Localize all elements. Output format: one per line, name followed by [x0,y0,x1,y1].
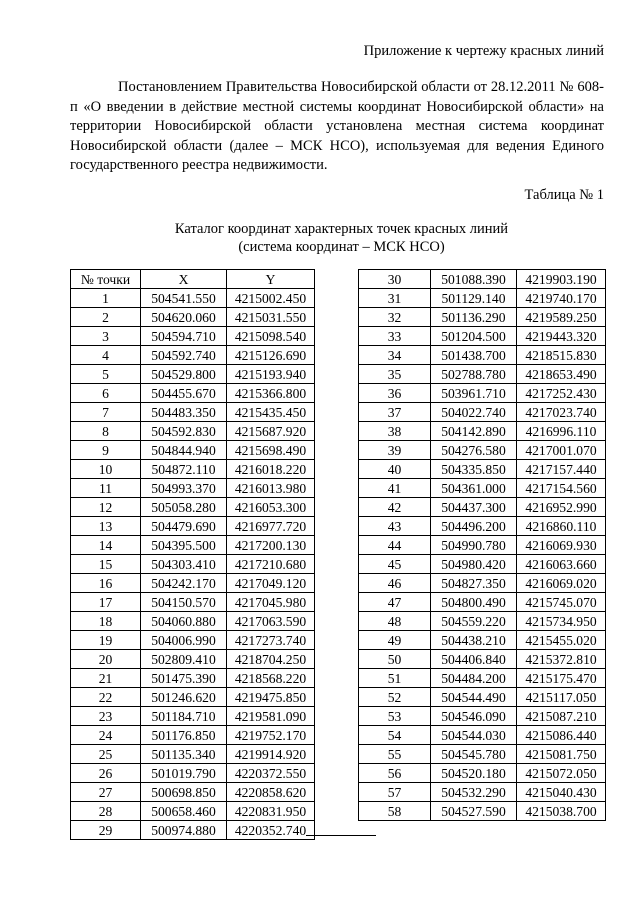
y-coordinate-cell: 4217001.070 [517,441,606,460]
x-coordinate-cell: 500974.880 [141,821,227,840]
x-coordinate-cell: 501135.340 [141,745,227,764]
y-coordinate-cell: 4219443.320 [517,327,606,346]
table-row [71,422,315,441]
y-coordinate-cell: 4217063.590 [227,612,315,631]
table-row [359,384,606,403]
x-coordinate-cell: 504303.410 [141,555,227,574]
point-number-cell: 11 [71,479,141,498]
x-coordinate-cell: 504006.990 [141,631,227,650]
y-coordinate-cell: 4220352.740 [227,821,315,840]
y-coordinate-cell: 4216977.720 [227,517,315,536]
y-coordinate-cell: 4219581.090 [227,707,315,726]
x-coordinate-cell: 504532.290 [431,783,517,802]
y-coordinate-cell: 4219914.920 [227,745,315,764]
x-coordinate-cell: 500658.460 [141,802,227,821]
table-row [359,270,606,289]
y-coordinate-cell: 4216860.110 [517,517,606,536]
y-coordinate-cell: 4218568.220 [227,669,315,688]
table-row [359,327,606,346]
table-row [71,764,315,783]
y-coordinate-cell: 4215435.450 [227,403,315,422]
x-coordinate-cell: 504527.590 [431,802,517,821]
y-coordinate-cell: 4218704.250 [227,650,315,669]
y-coordinate-cell: 4215031.550 [227,308,315,327]
table-row [359,745,606,764]
x-coordinate-cell: 504544.030 [431,726,517,745]
table-row [359,403,606,422]
table-row [359,726,606,745]
y-coordinate-cell: 4215098.540 [227,327,315,346]
x-coordinate-cell: 501019.790 [141,764,227,783]
table-row [359,365,606,384]
table-row [71,441,315,460]
point-number-cell: 42 [359,498,431,517]
end-divider [306,835,376,836]
x-coordinate-cell: 501088.390 [431,270,517,289]
table-row [359,460,606,479]
point-number-cell: 33 [359,327,431,346]
y-coordinate-cell: 4215734.950 [517,612,606,631]
point-number-cell: 7 [71,403,141,422]
point-number-cell: 49 [359,631,431,650]
point-number-cell: 46 [359,574,431,593]
x-coordinate-cell: 504437.300 [431,498,517,517]
y-coordinate-cell: 4217154.560 [517,479,606,498]
y-coordinate-cell: 4215687.920 [227,422,315,441]
x-coordinate-cell: 501438.700 [431,346,517,365]
y-coordinate-cell: 4219589.250 [517,308,606,327]
x-coordinate-cell: 504520.180 [431,764,517,783]
table-row [71,289,315,308]
coordinates-table-right [358,269,606,821]
table-row [359,669,606,688]
table-row [71,365,315,384]
table-row [359,802,606,821]
x-coordinate-cell: 504276.580 [431,441,517,460]
catalog-title-line2: (система координат – МСК НСО) [238,239,445,255]
y-coordinate-cell: 4216069.930 [517,536,606,555]
point-number-cell: 25 [71,745,141,764]
y-coordinate-cell: 4215193.940 [227,365,315,384]
x-coordinate-cell: 504546.090 [431,707,517,726]
x-coordinate-cell: 503961.710 [431,384,517,403]
catalog-title [0,220,640,256]
point-number-cell: 15 [71,555,141,574]
x-coordinate-cell: 504559.220 [431,612,517,631]
x-coordinate-cell: 504592.740 [141,346,227,365]
table-row [71,802,315,821]
table-row [71,669,315,688]
x-coordinate-cell: 504361.000 [431,479,517,498]
table-row [359,441,606,460]
y-coordinate-cell: 4217252.430 [517,384,606,403]
y-coordinate-cell: 4217200.130 [227,536,315,555]
x-coordinate-cell: 504800.490 [431,593,517,612]
x-coordinate-cell: 504529.800 [141,365,227,384]
point-number-cell: 41 [359,479,431,498]
point-number-cell: 22 [71,688,141,707]
y-coordinate-cell: 4219475.850 [227,688,315,707]
table-row [71,783,315,802]
y-coordinate-cell: 4218653.490 [517,365,606,384]
point-number-cell: 24 [71,726,141,745]
point-number-cell: 23 [71,707,141,726]
point-number-cell: 13 [71,517,141,536]
y-coordinate-cell: 4215745.070 [517,593,606,612]
table-row [359,498,606,517]
x-coordinate-cell: 504142.890 [431,422,517,441]
x-coordinate-cell: 501129.140 [431,289,517,308]
point-number-cell: 32 [359,308,431,327]
y-coordinate-cell: 4220858.620 [227,783,315,802]
point-number-cell: 57 [359,783,431,802]
x-coordinate-cell: 504980.420 [431,555,517,574]
y-coordinate-cell: 4218515.830 [517,346,606,365]
x-coordinate-cell: 504541.550 [141,289,227,308]
point-number-cell: 35 [359,365,431,384]
table-row [71,460,315,479]
x-coordinate-cell: 504993.370 [141,479,227,498]
x-coordinate-cell: 501475.390 [141,669,227,688]
point-number-cell: 1 [71,289,141,308]
y-coordinate-cell: 4215126.690 [227,346,315,365]
table-row [359,650,606,669]
table-row [359,612,606,631]
x-coordinate-cell: 501176.850 [141,726,227,745]
x-coordinate-cell: 502809.410 [141,650,227,669]
point-number-cell: 5 [71,365,141,384]
x-coordinate-cell: 502788.780 [431,365,517,384]
x-coordinate-cell: 504455.670 [141,384,227,403]
point-number-cell: 17 [71,593,141,612]
x-coordinate-cell: 504827.350 [431,574,517,593]
table-row [71,612,315,631]
point-number-cell: 58 [359,802,431,821]
point-number-cell: 54 [359,726,431,745]
y-coordinate-cell: 4215002.450 [227,289,315,308]
x-coordinate-cell: 504990.780 [431,536,517,555]
y-coordinate-cell: 4215372.810 [517,650,606,669]
x-coordinate-cell: 501184.710 [141,707,227,726]
table-row [71,707,315,726]
table-row [359,289,606,308]
point-number-cell: 53 [359,707,431,726]
table-row [71,498,315,517]
x-coordinate-cell: 504060.880 [141,612,227,631]
table-header-row [71,270,315,289]
y-coordinate-cell: 4217157.440 [517,460,606,479]
y-coordinate-cell: 4220372.550 [227,764,315,783]
y-coordinate-cell: 4215081.750 [517,745,606,764]
point-number-cell: 26 [71,764,141,783]
point-number-cell: 37 [359,403,431,422]
table-row [359,574,606,593]
table-row [359,422,606,441]
point-number-cell: 4 [71,346,141,365]
point-number-cell: 45 [359,555,431,574]
point-number-cell: 44 [359,536,431,555]
point-number-cell: 18 [71,612,141,631]
table-row [71,308,315,327]
table-row [71,593,315,612]
header-y: Y [227,270,315,289]
coordinates-table-left [70,269,315,840]
y-coordinate-cell: 4215040.430 [517,783,606,802]
table-row [359,688,606,707]
point-number-cell: 16 [71,574,141,593]
x-coordinate-cell: 504242.170 [141,574,227,593]
table-row [71,479,315,498]
header-point: № точки [71,270,141,289]
point-number-cell: 21 [71,669,141,688]
table-row [359,555,606,574]
intro-paragraph: Постановлением Правительства Новосибирской области от 28.12.2011 № 608-п «О введении в действие местной системы координат Новосибирской области» на территории Новосибирской области установлена местная система координат Новосибирской области (далее – МСК НСО), используемая для ведения Единого государственного реестра недвижимости. [70,79,604,173]
x-coordinate-cell: 504844.940 [141,441,227,460]
table-row [359,783,606,802]
catalog-title-line1: Каталог координат характерных точек красных линий [174,221,509,237]
table-row [359,479,606,498]
table-row [71,631,315,650]
y-coordinate-cell: 4216952.990 [517,498,606,517]
x-coordinate-cell: 504438.210 [431,631,517,650]
appendix-title: Приложение к чертежу красных линий [363,43,604,59]
y-coordinate-cell: 4215117.050 [517,688,606,707]
x-coordinate-cell: 501204.500 [431,327,517,346]
y-coordinate-cell: 4216069.020 [517,574,606,593]
table-row [71,327,315,346]
point-number-cell: 39 [359,441,431,460]
table-row [71,403,315,422]
x-coordinate-cell: 504496.200 [431,517,517,536]
y-coordinate-cell: 4216053.300 [227,498,315,517]
y-coordinate-cell: 4217210.680 [227,555,315,574]
table-row [71,536,315,555]
y-coordinate-cell: 4216063.660 [517,555,606,574]
table-row [71,555,315,574]
point-number-cell: 38 [359,422,431,441]
point-number-cell: 51 [359,669,431,688]
x-coordinate-cell: 504406.840 [431,650,517,669]
point-number-cell: 28 [71,802,141,821]
x-coordinate-cell: 504545.780 [431,745,517,764]
y-coordinate-cell: 4215087.210 [517,707,606,726]
point-number-cell: 14 [71,536,141,555]
point-number-cell: 9 [71,441,141,460]
table-row [71,745,315,764]
point-number-cell: 47 [359,593,431,612]
y-coordinate-cell: 4215086.440 [517,726,606,745]
table-row [359,707,606,726]
x-coordinate-cell: 505058.280 [141,498,227,517]
table-row [359,346,606,365]
table-row [359,764,606,783]
y-coordinate-cell: 4217023.740 [517,403,606,422]
point-number-cell: 34 [359,346,431,365]
y-coordinate-cell: 4215698.490 [227,441,315,460]
y-coordinate-cell: 4220831.950 [227,802,315,821]
y-coordinate-cell: 4217045.980 [227,593,315,612]
x-coordinate-cell: 504620.060 [141,308,227,327]
point-number-cell: 27 [71,783,141,802]
table-row [71,517,315,536]
x-coordinate-cell: 501136.290 [431,308,517,327]
y-coordinate-cell: 4216018.220 [227,460,315,479]
y-coordinate-cell: 4219752.170 [227,726,315,745]
table-row [359,517,606,536]
point-number-cell: 43 [359,517,431,536]
point-number-cell: 6 [71,384,141,403]
y-coordinate-cell: 4219903.190 [517,270,606,289]
point-number-cell: 48 [359,612,431,631]
table-row [71,384,315,403]
table-number: Таблица № 1 [524,187,604,203]
y-coordinate-cell: 4217273.740 [227,631,315,650]
point-number-cell: 29 [71,821,141,840]
point-number-cell: 10 [71,460,141,479]
x-coordinate-cell: 504335.850 [431,460,517,479]
y-coordinate-cell: 4215175.470 [517,669,606,688]
point-number-cell: 8 [71,422,141,441]
point-number-cell: 19 [71,631,141,650]
point-number-cell: 2 [71,308,141,327]
table-row [359,536,606,555]
header-x: X [141,270,227,289]
y-coordinate-cell: 4215455.020 [517,631,606,650]
y-coordinate-cell: 4217049.120 [227,574,315,593]
table-row [71,688,315,707]
x-coordinate-cell: 504150.570 [141,593,227,612]
x-coordinate-cell: 504872.110 [141,460,227,479]
point-number-cell: 36 [359,384,431,403]
point-number-cell: 52 [359,688,431,707]
table-row [359,308,606,327]
y-coordinate-cell: 4215072.050 [517,764,606,783]
x-coordinate-cell: 504395.500 [141,536,227,555]
table-row [71,821,315,840]
point-number-cell: 30 [359,270,431,289]
point-number-cell: 50 [359,650,431,669]
point-number-cell: 31 [359,289,431,308]
x-coordinate-cell: 504022.740 [431,403,517,422]
x-coordinate-cell: 504479.690 [141,517,227,536]
table-row [359,631,606,650]
table-row [71,346,315,365]
x-coordinate-cell: 504484.200 [431,669,517,688]
point-number-cell: 20 [71,650,141,669]
x-coordinate-cell: 504594.710 [141,327,227,346]
x-coordinate-cell: 504544.490 [431,688,517,707]
table-row [71,574,315,593]
x-coordinate-cell: 504592.830 [141,422,227,441]
x-coordinate-cell: 504483.350 [141,403,227,422]
y-coordinate-cell: 4215366.800 [227,384,315,403]
table-row [71,726,315,745]
x-coordinate-cell: 500698.850 [141,783,227,802]
y-coordinate-cell: 4216013.980 [227,479,315,498]
y-coordinate-cell: 4215038.700 [517,802,606,821]
point-number-cell: 3 [71,327,141,346]
table-row [359,593,606,612]
y-coordinate-cell: 4219740.170 [517,289,606,308]
x-coordinate-cell: 501246.620 [141,688,227,707]
y-coordinate-cell: 4216996.110 [517,422,606,441]
point-number-cell: 12 [71,498,141,517]
point-number-cell: 55 [359,745,431,764]
point-number-cell: 56 [359,764,431,783]
point-number-cell: 40 [359,460,431,479]
table-row [71,650,315,669]
